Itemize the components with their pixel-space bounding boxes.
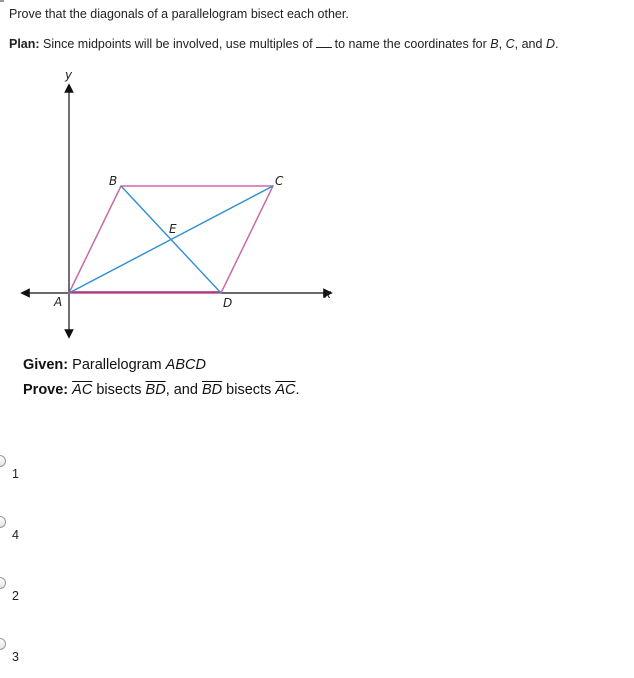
plan-label: Plan: [9,37,40,51]
given-shape: ABCD [165,357,206,373]
plan-b: B [490,37,499,51]
choice-label: 4 [12,528,19,542]
plan-before: Since midpoints will be involved, use multiples of [43,37,313,51]
parallelogram-figure [15,62,345,347]
segment-bd: $\overline{BD}$ [145,382,166,398]
segment-ac-2: $\overline{AC}$ [275,382,296,398]
answer-choice-4[interactable] [0,638,120,678]
question-text: Prove that the diagonals of a parallelogram bisect each other. [9,7,349,21]
choice-label: 3 [12,650,19,664]
prove-mid2: , and [165,382,198,398]
point-b-label: B [109,174,118,188]
radio-button[interactable] [0,455,6,467]
prove-end: . [295,382,300,398]
point-c-label: C [275,174,284,188]
prove-mid1: bisects [96,382,142,398]
answer-choice-2[interactable] [0,516,120,556]
prove-statement [23,382,300,398]
given-statement [23,357,206,373]
plan-d: D [545,37,555,51]
radio-button[interactable] [0,577,6,589]
plan-and: , and [514,37,543,51]
plan-end: . [554,37,559,51]
corner-mark [0,0,4,2]
point-d-label: D [223,296,233,310]
x-axis-label: x [324,287,332,301]
radio-button[interactable] [0,638,6,650]
plan-comma: , [498,37,503,51]
answer-choice-3[interactable] [0,577,120,617]
plan-text [9,37,558,51]
point-e-label: E [169,222,177,236]
choice-label: 2 [12,589,19,603]
point-a-label: A [54,295,63,309]
segment-bd-2: $\overline{BD}$ [201,382,223,398]
choice-label: 1 [12,467,19,481]
y-axis-label: y [65,68,73,82]
prove-label: Prove: [23,382,69,398]
given-text: Parallelogram [72,357,162,373]
answer-choice-1[interactable] [0,455,120,495]
prove-mid3: bisects [226,382,272,398]
diagonal-bd [121,186,221,293]
plan-after: to name the coordinates for [334,37,487,51]
plan-c: C [505,37,515,51]
given-label: Given: [23,357,69,373]
radio-button[interactable] [0,516,6,528]
plan-blank [316,47,332,48]
segment-ac: $\overline{AC}$ [72,382,93,398]
